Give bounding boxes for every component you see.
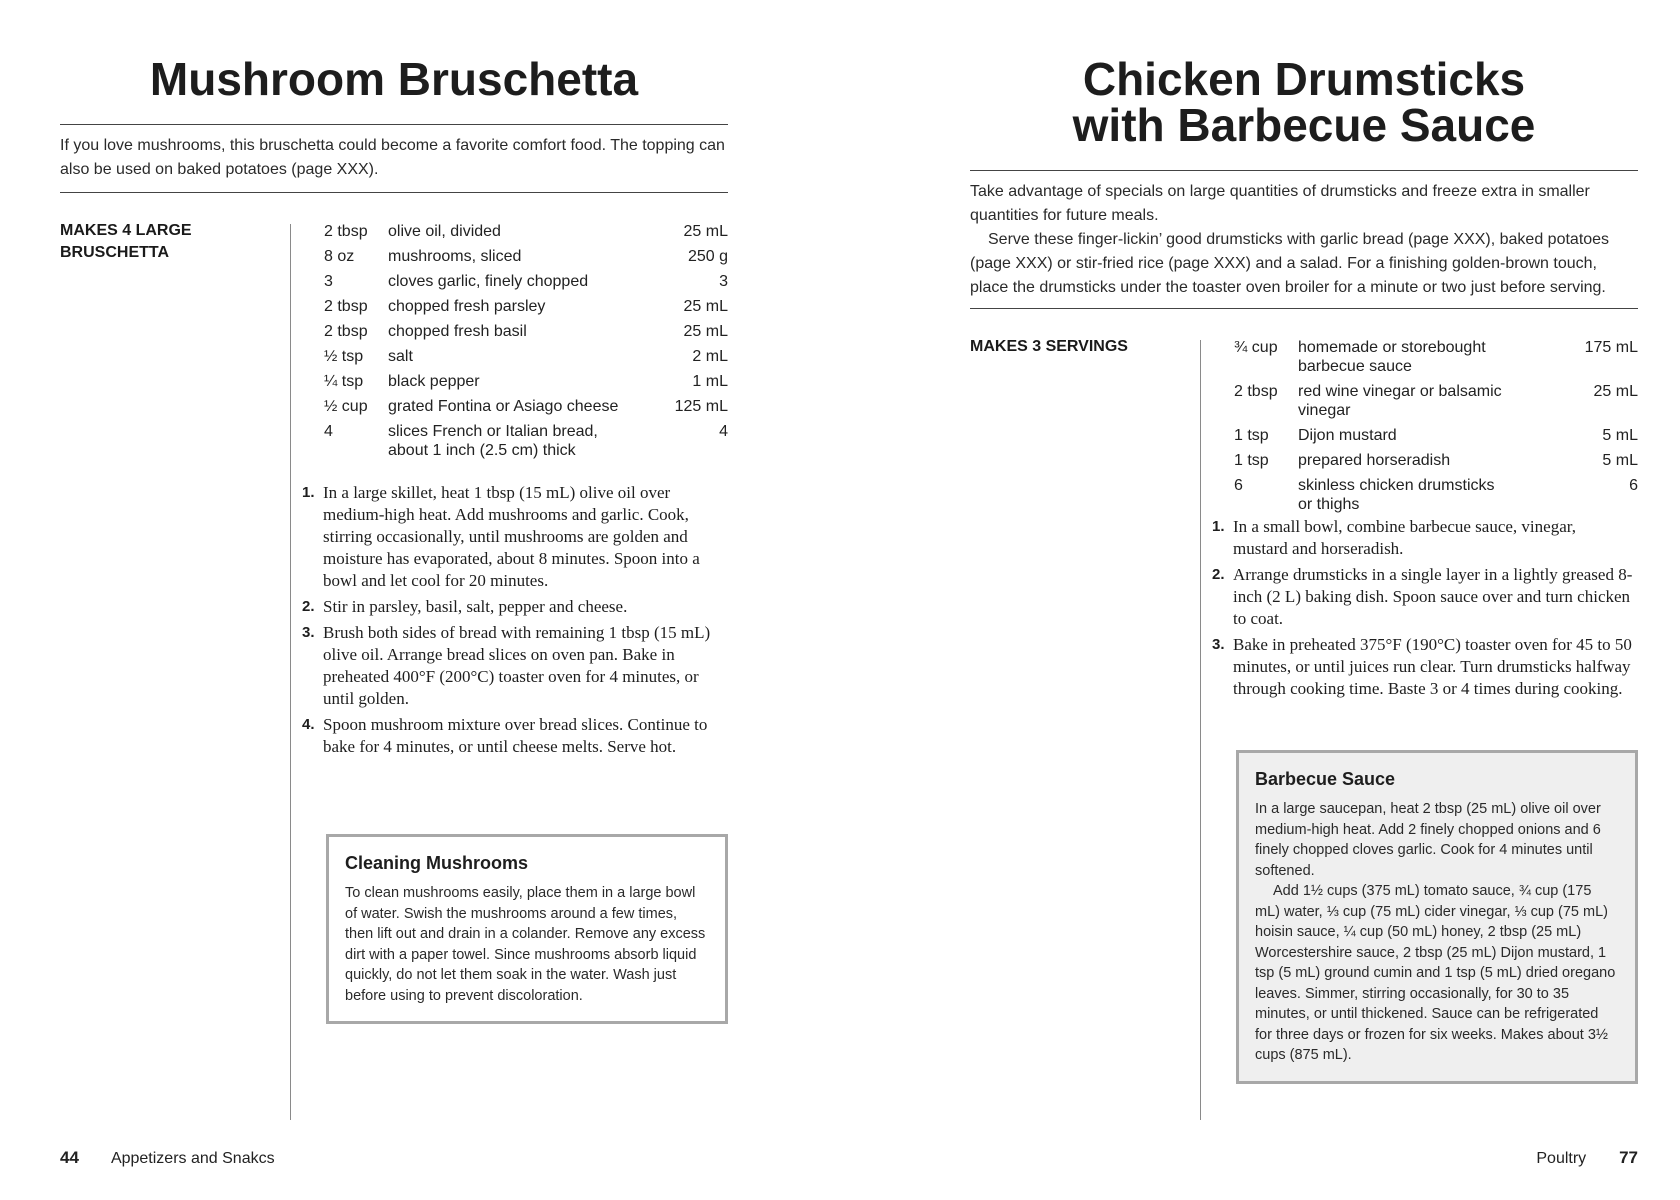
ingredient-row: ¼ tsp black pepper 1 mL [324, 373, 728, 390]
right-page [840, 0, 1680, 1200]
ingredient-row: 4 slices French or Italian bread, about 1 inch (2.5 cm) thick 4 [324, 423, 728, 459]
tip-title: Barbecue Sauce [1255, 769, 1396, 789]
ingredient-list [1234, 338, 1638, 520]
ingredient-row: 3 cloves garlic, finely chopped 3 [324, 273, 728, 290]
tip-box [326, 834, 728, 1024]
method-step: 3. Brush both sides of bread with remaining 1 tbsp (15 mL) olive oil. Arrange bread slices on oven pan. Bake in preheated 400°F (200°C) toaster oven for 4 minutes, or until golden. [302, 623, 711, 708]
intro-paragraph: Take advantage of specials on large quantities of drumsticks and freeze extra in smaller quantities for future meals. [970, 183, 1590, 224]
method-step: 3. Bake in preheated 375°F (190°C) toaster oven for 45 to 50 minutes, or until juices run clear. Turn drumsticks halfway through cooking time. Baste 3 or 4 times during cooking. [1212, 635, 1632, 698]
page-title: Mushroom Bruschetta [149, 53, 639, 105]
method-step: 2. Stir in parsley, basil, salt, pepper and cheese. [302, 597, 628, 616]
intro-text [60, 134, 728, 182]
method-step: 1. In a large skillet, heat 1 tbsp (15 mL) olive oil over medium-high heat. Add mushrooms and garlic. Cook, stirring occasionally, until mushrooms are golden and moisture has evaporated, about 8 minutes. Spoon into a bowl and let cool for 20 minutes. [302, 483, 700, 590]
tip-box [1236, 750, 1638, 1084]
intro-paragraph: If you love mushrooms, this bruschetta could become a favorite comfort food. The topping can also be used on baked potatoes (page XXX). [60, 137, 725, 178]
yield-label: MAKES 4 LARGE BRUSCHETTA [60, 222, 192, 261]
intro-paragraph: Serve these finger-lickin’ good drumsticks with garlic bread (page XXX), baked potatoes (page XXX) or stir-fried rice (page XXX) and a salad. For a finishing golden-brown touch, place the drumsticks under the toaster oven broiler for a minute or two just before serving. [970, 231, 1610, 296]
ingredient-row: 2 tbsp olive oil, divided 25 mL [324, 223, 728, 240]
title-rule [970, 170, 1638, 171]
ingredient-row: 8 oz mushrooms, sliced 250 g [324, 248, 728, 265]
method-step: 1. In a small bowl, combine barbecue sauce, vinegar, mustard and horseradish. [1212, 517, 1576, 558]
method-step: 4. Spoon mushroom mixture over bread slices. Continue to bake for 4 minutes, or until cheese melts. Serve hot. [302, 715, 708, 756]
page-footer [1536, 1148, 1638, 1169]
yield-label: MAKES 3 SERVINGS [970, 338, 1128, 355]
ingredient-row: 2 tbsp chopped fresh basil 25 mL [324, 323, 728, 340]
section-name: Poultry [1536, 1150, 1587, 1167]
ingredient-row: ½ tsp salt 2 mL [324, 348, 728, 365]
intro-text [970, 180, 1638, 300]
intro-rule [970, 308, 1638, 309]
page-footer [60, 1148, 275, 1169]
method-steps [1212, 516, 1634, 704]
ingredient-row: 2 tbsp chopped fresh parsley 25 mL [324, 298, 728, 315]
ingredient-row: 1 tsp prepared horseradish 5 mL [1234, 452, 1638, 469]
title-rule [60, 124, 728, 125]
method-step: 2. Arrange drumsticks in a single layer in a lightly greased 8-inch (2 L) baking dish. Spoon sauce over and turn chicken to coat. [1212, 565, 1633, 628]
method-steps [302, 482, 718, 762]
tip-title: Cleaning Mushrooms [345, 853, 529, 873]
tip-body: To clean mushrooms easily, place them in a large bowl of water. Swish the mushrooms around a few times, then lift out and drain in a colander. Remove any excess dirt with a paper towel. Since mushrooms absorb liquid quickly, do not let them soak in the water. Wash just before using to prevent discoloration. [345, 885, 706, 1004]
page-number: 77 [1619, 1148, 1638, 1167]
column-divider [290, 224, 291, 1120]
ingredient-row: 6 skinless chicken drumsticks or thighs 6 [1234, 477, 1638, 513]
column-divider [1200, 340, 1201, 1120]
intro-rule [60, 192, 728, 193]
ingredient-row: ¾ cup homemade or storebought barbecue sauce 175 mL [1234, 339, 1638, 375]
ingredient-list [324, 222, 728, 466]
tip-body: In a large saucepan, heat 2 tbsp (25 mL) olive oil over medium-high heat. Add 2 finely chopped onions and 6 finely chopped cloves garlic. Cook for 4 minutes until softened. Add 1½ cups (375 mL) tomato sauce, ¾ cup (175 mL) water, ⅓ cup (75 mL) cider vinegar, ⅓ cup (75 mL) hoisin sauce, ¼ cup (50 mL) honey, 2 tbsp (25 mL) Worcestershire sauce, 2 tbsp (25 mL) Dijon mustard, 1 tsp (5 mL) ground cumin and 1 tsp (5 mL) dried oregano leaves. Simmer, stirring occasionally, for 30 to 35 minutes, or until thickened. Sauce can be refrigerated for three days or frozen for six weeks. Makes about 3½ cups (875 mL). [1255, 801, 1616, 1063]
page-number: 44 [60, 1148, 79, 1167]
ingredient-row: ½ cup grated Fontina or Asiago cheese 125 mL [324, 398, 728, 415]
section-name: Appetizers and Snakcs [110, 1150, 275, 1167]
page-title: Chicken Drumsticks with Barbecue Sauce [1072, 53, 1536, 151]
ingredient-row: 1 tsp Dijon mustard 5 mL [1234, 427, 1638, 444]
ingredient-row: 2 tbsp red wine vinegar or balsamic vinegar 25 mL [1234, 383, 1638, 419]
